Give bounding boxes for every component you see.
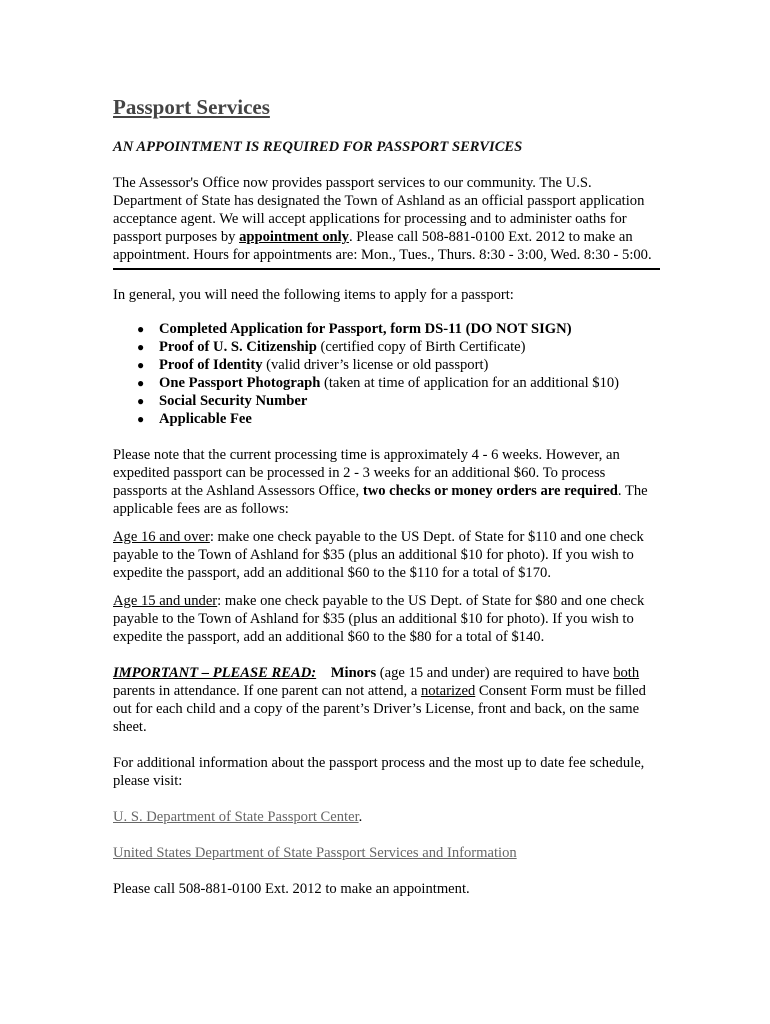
- list-item-bold: Applicable Fee: [159, 411, 252, 427]
- age-16-fee-paragraph: [113, 528, 660, 582]
- list-item: [113, 338, 660, 356]
- bullet-icon: ●: [137, 322, 145, 336]
- list-item-bold: Completed Application for Passport, form DS-11 (DO NOT SIGN): [159, 321, 572, 337]
- bullet-icon: ●: [137, 394, 145, 408]
- passport-services-link-line: [113, 844, 660, 862]
- list-item: [113, 356, 660, 374]
- bullet-icon: ●: [137, 412, 145, 426]
- passport-services-link[interactable]: United States Department of State Passport Services and Information: [113, 845, 517, 861]
- important-notice-paragraph: [113, 664, 660, 736]
- both-emphasis: both: [613, 665, 640, 681]
- processing-text-1: Please note that the current processing time is approximately 4 - 6 weeks. However, an expedited passport can be processed in 2 - 3 weeks for an additional $60. To process passports at the Ashland Assessors Office,: [113, 447, 620, 499]
- bullet-icon: ●: [137, 340, 145, 354]
- passport-center-link-suffix: .: [358, 809, 363, 825]
- list-item-bold: Proof of U. S. Citizenship: [159, 339, 317, 355]
- important-label: IMPORTANT – PLEASE READ:: [113, 665, 317, 681]
- horizontal-rule: [113, 268, 660, 270]
- age-15-text: : make one check payable to the US Dept. of State for $80 and one check payable to the Town of Ashland for $35 (plus an additional $10 for photo). If you wish to expedite the passport, add an additional $60 to the $80 for a total of $140.: [113, 593, 645, 645]
- passport-center-link[interactable]: U. S. Department of State Passport Center: [113, 809, 359, 825]
- document-page: [113, 94, 660, 898]
- page-title: Passport Services: [113, 95, 270, 119]
- passport-center-link-line: [113, 808, 660, 826]
- list-item: [113, 320, 660, 338]
- bullet-icon: ●: [137, 376, 145, 390]
- list-item-rest: (certified copy of Birth Certificate): [316, 339, 526, 355]
- appointment-required-notice: AN APPOINTMENT IS REQUIRED FOR PASSPORT SERVICES: [113, 139, 523, 155]
- list-item-bold: Social Security Number: [159, 393, 308, 409]
- age-16-label: Age 16 and over: [113, 529, 210, 545]
- processing-time-paragraph: [113, 446, 660, 518]
- list-item: [113, 410, 660, 428]
- intro-paragraph: [113, 174, 660, 264]
- age-15-label: Age 15 and under: [113, 593, 218, 609]
- list-item: [113, 374, 660, 392]
- age-15-fee-paragraph: [113, 592, 660, 646]
- requirements-list: [113, 320, 660, 428]
- notarized-emphasis: notarized: [420, 683, 476, 699]
- processing-text-2: . The applicable fees are as follows:: [113, 483, 648, 517]
- list-item-rest: (taken at time of application for an additional $10): [320, 375, 620, 391]
- important-text-3: Consent Form must be filled out for each child and a copy of the parent’s Driver’s License, front and back, on the same sheet.: [113, 683, 646, 735]
- list-item-bold: Proof of Identity: [159, 357, 263, 373]
- general-requirements-text: In general, you will need the following items to apply for a passport:: [113, 287, 514, 303]
- list-item-rest: (valid driver’s license or old passport): [262, 357, 489, 373]
- two-checks-emphasis: two checks or money orders are required: [362, 483, 618, 499]
- important-text-1: (age 15 and under) are required to have: [376, 665, 614, 681]
- important-text-2: parents in attendance. If one parent can not attend, a: [113, 683, 421, 699]
- call-to-appointment-text: Please call 508-881-0100 Ext. 2012 to make an appointment.: [113, 881, 470, 897]
- additional-info-paragraph: For additional information about the passport process and the most up to date fee schedule, please visit:: [113, 755, 645, 789]
- bullet-icon: ●: [137, 358, 145, 372]
- minors-label: Minors: [330, 665, 377, 681]
- intro-text-2: . Please call 508-881-0100 Ext. 2012 to make an appointment. Hours for appointments are: Mon., Tues., Thurs. 8:30 - 3:00, Wed. 8:30 - 5:00.: [113, 229, 652, 263]
- age-16-text: : make one check payable to the US Dept. of State for $110 and one check payable to the Town of Ashland for $35 (plus an additional $10 for photo). If you wish to expedite the passport, add an additional $60 to the $110 for a total of $170.: [113, 529, 644, 581]
- appointment-only-emphasis: appointment only: [239, 229, 349, 245]
- list-item: [113, 392, 660, 410]
- list-item-bold: One Passport Photograph: [159, 375, 321, 391]
- intro-text-1: The Assessor's Office now provides passport services to our community. The U.S. Department of State has designated the Town of Ashland as an official passport application acceptance agent. We will accept applications for processing and to administer oaths for passport purposes by: [113, 175, 645, 245]
